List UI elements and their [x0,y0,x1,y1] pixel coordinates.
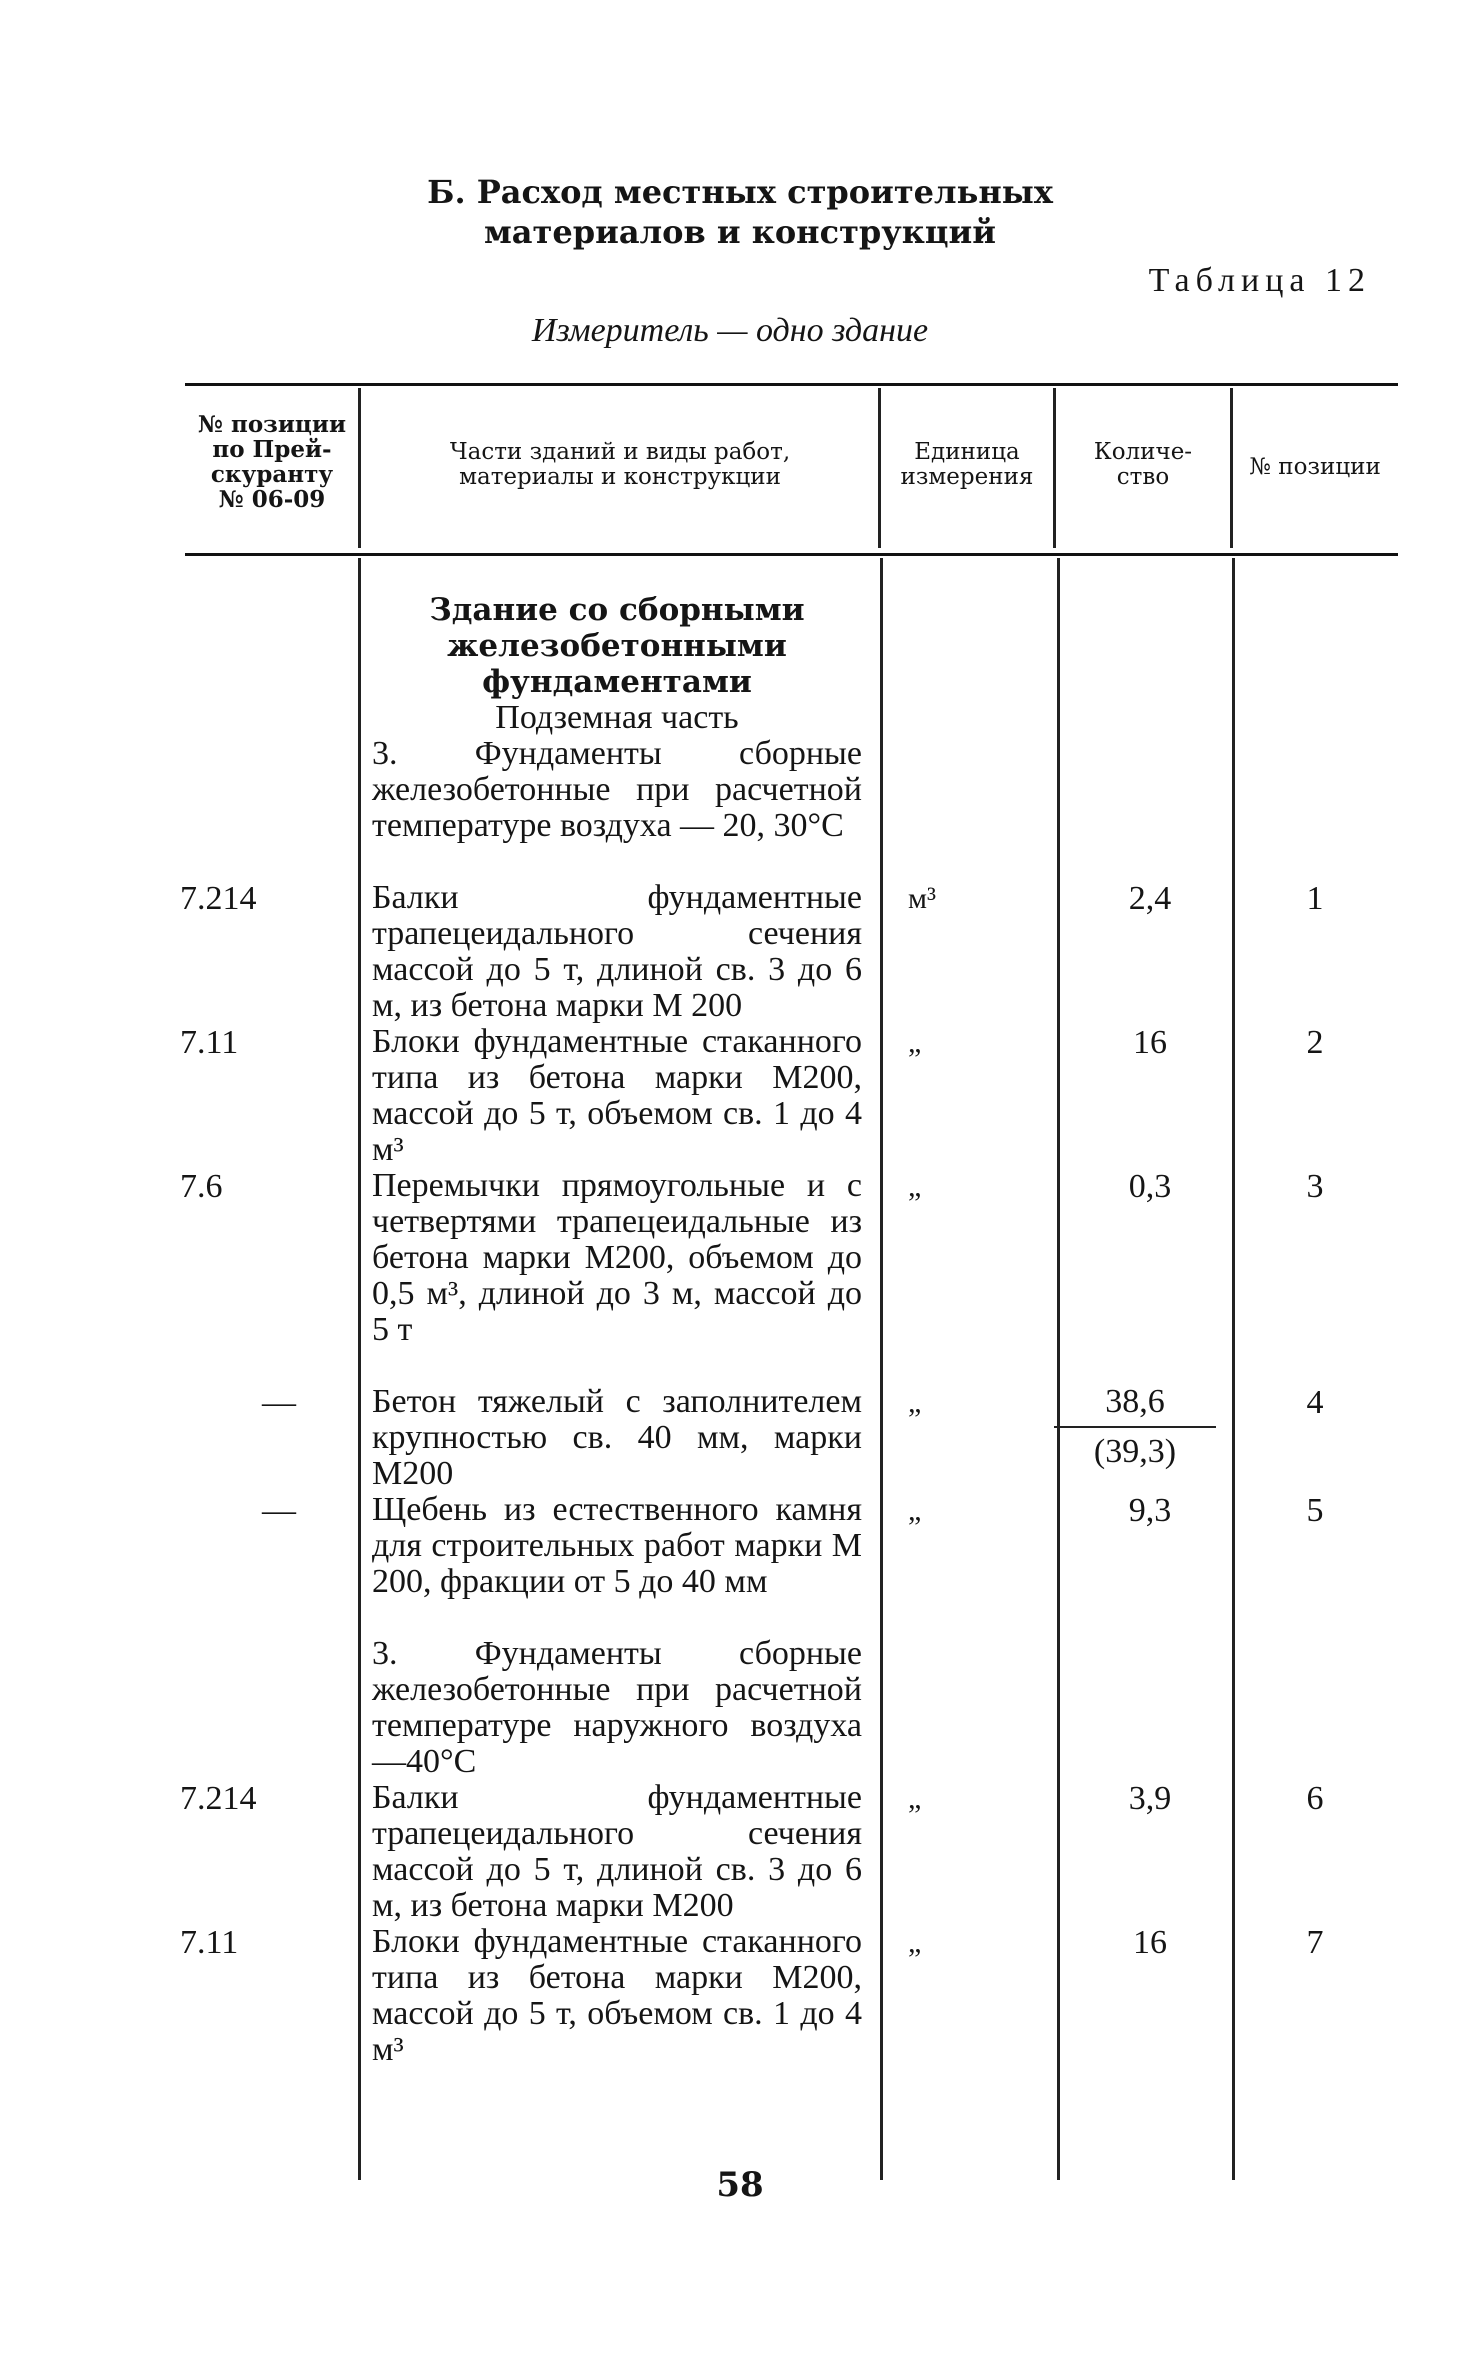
row-6-description: Балки фундаментные трапецеидального сечения массой до 5 т, длиной св. 3 до 6 м, из бетона марки М200 [372,1779,862,1924]
row-7-pricelist-pos: 7.11 [180,1924,239,1961]
row-5-pricelist-pos: — [262,1492,296,1529]
header-unit: Единица измерения [900,439,1034,490]
row-1-position: 1 [1306,880,1324,917]
row-4-pricelist-pos: — [262,1384,296,1421]
header-quantity: Количе- ство [1093,439,1193,490]
row-5-description: Щебень из естественного камня для строительных работ марки М 200, фракции от 5 до 40 мм [372,1491,862,1600]
row-1-pricelist-pos: 7.214 [180,880,257,917]
table-top-rule [185,383,1398,386]
row-2-description: Блоки фундаментные стаканного типа из бетона марки М200, массой до 5 т, объемом св. 1 до 4 м³ [372,1023,862,1168]
row-3-unit: „ [908,1170,922,1203]
row-6-unit: „ [908,1782,922,1815]
page-number: 58 [716,2165,764,2205]
table-label: Таблица 12 [1148,262,1371,299]
row-4-unit: „ [908,1386,922,1419]
row-2-unit: „ [908,1026,922,1059]
row-3-description: Перемычки прямоугольные и с четвертями трапецеидальные из бетона марки М200, объемом до 0,5 м³, длиной до 3 м, массой до 5 т [372,1167,862,1348]
row-2-position: 2 [1306,1024,1324,1061]
row-1-quantity: 2,4 [1128,880,1172,917]
row-2-pricelist-pos: 7.11 [180,1024,239,1061]
measure-unit-caption: Измеритель — одно здание [531,312,929,349]
row-4-quantity [1054,1382,1216,1472]
row-4-quantity-alt: (39,3) [1093,1433,1177,1470]
row-3-position: 3 [1306,1168,1324,1205]
row-1-description: Балки фундаментные трапецеидального сечения массой до 5 т, длиной св. 3 до 6 м, из бетона марки М 200 [372,879,862,1024]
header-pricelist-position: № позиции по Прей- скуранту № 06-09 [197,411,347,513]
row-6-pricelist-pos: 7.214 [180,1780,257,1817]
section-title: Здание со сборными железобетонными фундаментами Подземная часть [372,592,862,736]
header-building-parts: Части зданий и виды работ, материалы и конструкции [449,439,791,490]
col-divider-1 [358,558,361,2180]
row-1-unit: м³ [908,882,936,915]
table-heading [320,172,1160,252]
row-7-position: 7 [1306,1924,1324,1961]
col-divider-4 [1232,558,1235,2180]
header-position-number: № позиции [1249,454,1381,480]
col-divider-1-header [358,388,361,548]
row-3-quantity: 0,3 [1128,1168,1172,1205]
row-4-description: Бетон тяжелый с заполнителем крупностью св. 40 мм, марки М200 [372,1383,862,1492]
row-5-quantity: 9,3 [1128,1492,1172,1529]
row-2-quantity: 16 [1133,1024,1167,1061]
row-4-quantity-value: 38,6 [1054,1382,1216,1428]
row-3-pricelist-pos: 7.6 [180,1168,223,1205]
col-divider-3-header [1053,388,1056,548]
group-heading-2: 3. Фундаменты сборные железобетонные при расчетной температуре наружного воздуха —40°С [372,1635,862,1780]
row-7-description: Блоки фундаментные стаканного типа из бетона марки М200, массой до 5 т, объемом св. 1 до 4 м³ [372,1923,862,2068]
header-bottom-rule [185,553,1398,556]
group-heading-1: 3. Фундаменты сборные железобетонные при расчетной температуре воздуха — 20, 30°С [372,735,862,844]
section-subtitle: Подземная часть [495,699,739,736]
col-divider-4-header [1230,388,1233,548]
row-7-quantity: 16 [1133,1924,1167,1961]
heading-line-2: материалов и конструкций [484,213,996,251]
row-5-position: 5 [1306,1492,1324,1529]
row-4-position: 4 [1306,1384,1324,1421]
row-6-quantity: 3,9 [1128,1780,1172,1817]
col-divider-3 [1057,558,1060,2180]
row-5-unit: „ [908,1494,922,1527]
col-divider-2 [880,558,883,2180]
row-7-unit: „ [908,1926,922,1959]
heading-line-1: Б. Расход местных строительных [427,173,1053,211]
col-divider-2-header [878,388,881,548]
row-6-position: 6 [1306,1780,1324,1817]
